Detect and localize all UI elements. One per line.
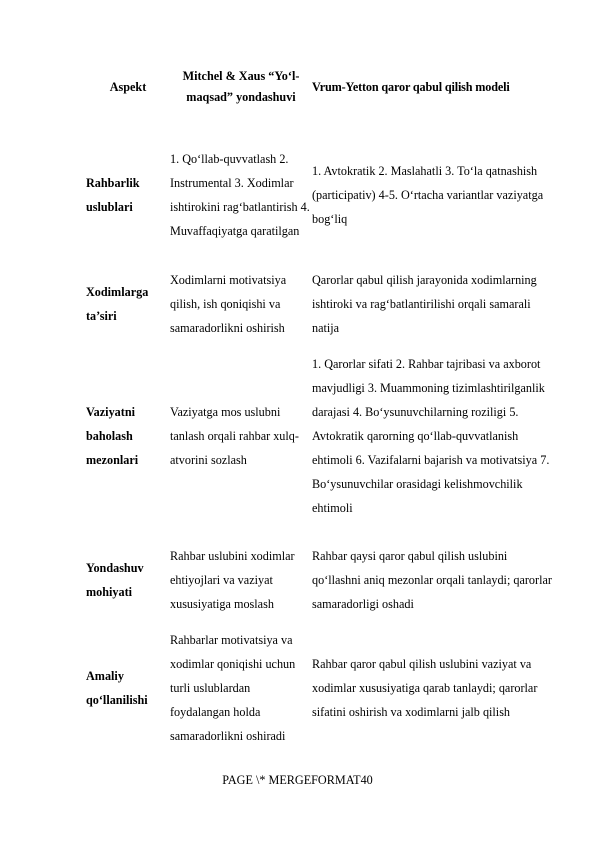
mitchel-xaus-cell: Xodimlarni motivatsiya qilish, ish qoniqishi va samaradorlikni oshirish [170, 272, 287, 335]
table-row [86, 532, 552, 628]
vrum-yetton-cell: Rahbar qaysi qaror qabul qilish uslubini qo‘llashni aniq mezonlar orqali tanlaydi; qarorlar samaradorligi oshadi [312, 549, 552, 611]
mitchel-xaus-cell: Vaziyatga mos uslubni tanlash orqali rahbar xulq-atvorini sozlash [170, 405, 299, 467]
row-aspect-cell: Xodimlarga ta’siri [86, 284, 149, 323]
header-aspect: Aspekt [109, 79, 147, 94]
comparison-table [86, 52, 552, 748]
table-row [86, 122, 552, 267]
table-header-row [86, 52, 552, 122]
vrum-yetton-cell: Qarorlar qabul qilish jarayonida xodimlarning ishtiroki va rag‘batlantirilishi orqali samarali natija [312, 272, 537, 335]
vrum-yetton-cell: 1. Avtokratik 2. Maslahatli 3. To‘la qatnashish (participativ) 4-5. O‘rtacha variantlar vaziyatga bog‘liq [312, 163, 544, 226]
row-aspect-cell: Rahbarlik uslublari [86, 175, 140, 214]
header-vrum-yetton: Vrum-Yetton qaror qabul qilish modeli [312, 79, 510, 94]
table-row [86, 267, 552, 340]
row-aspect-cell: Yondashuv mohiyati [86, 561, 144, 599]
header-mitchel-xaus: Mitchel & Xaus “Yo‘l-maqsad” yondashuvi [182, 69, 300, 104]
mitchel-xaus-cell: Rahbar uslubini xodimlar ehtiyojlari va vaziyat xususiyatiga moslash [170, 549, 295, 611]
mitchel-xaus-cell: Rahbarlar motivatsiya va xodimlar qoniqishi uchun turli uslublardan foydalangan holda samaradorlikni oshiradi [170, 633, 296, 743]
row-aspect-cell: Vaziyatni baholash mezonlari [86, 405, 139, 467]
page-footer: PAGE \* MERGEFORMAT40 [222, 773, 373, 787]
vrum-yetton-cell: Rahbar qaror qabul qilish uslubini vaziyat va xodimlar xususiyatiga qarab tanlaydi; qarorlar sifatini oshirish va xodimlarni jalb qilish [312, 657, 538, 719]
mitchel-xaus-cell: 1. Qo‘llab-quvvatlash 2. Instrumental 3. Xodimlar ishtirokini rag‘batlantirish 4. Muvaffaqiyatga qaratilgan [170, 151, 310, 238]
table-row [86, 340, 552, 532]
row-aspect-cell: Amaliy qo‘llanilishi [86, 669, 148, 707]
vrum-yetton-cell: 1. Qarorlar sifati 2. Rahbar tajribasi va axborot mavjudligi 3. Muammoning tizimlashtirilganlik darajasi 4. Bo‘ysunuvchilarning roziligi 5. Avtokratik qarorning qo‘llab-quvvatlanish ehtimoli 6. Vazifalarni bajarish va motivatsiya 7. Bo‘ysunuvchilar orasidagi kelishmovchilik ehtimoli [312, 357, 550, 515]
table-row [86, 628, 552, 748]
